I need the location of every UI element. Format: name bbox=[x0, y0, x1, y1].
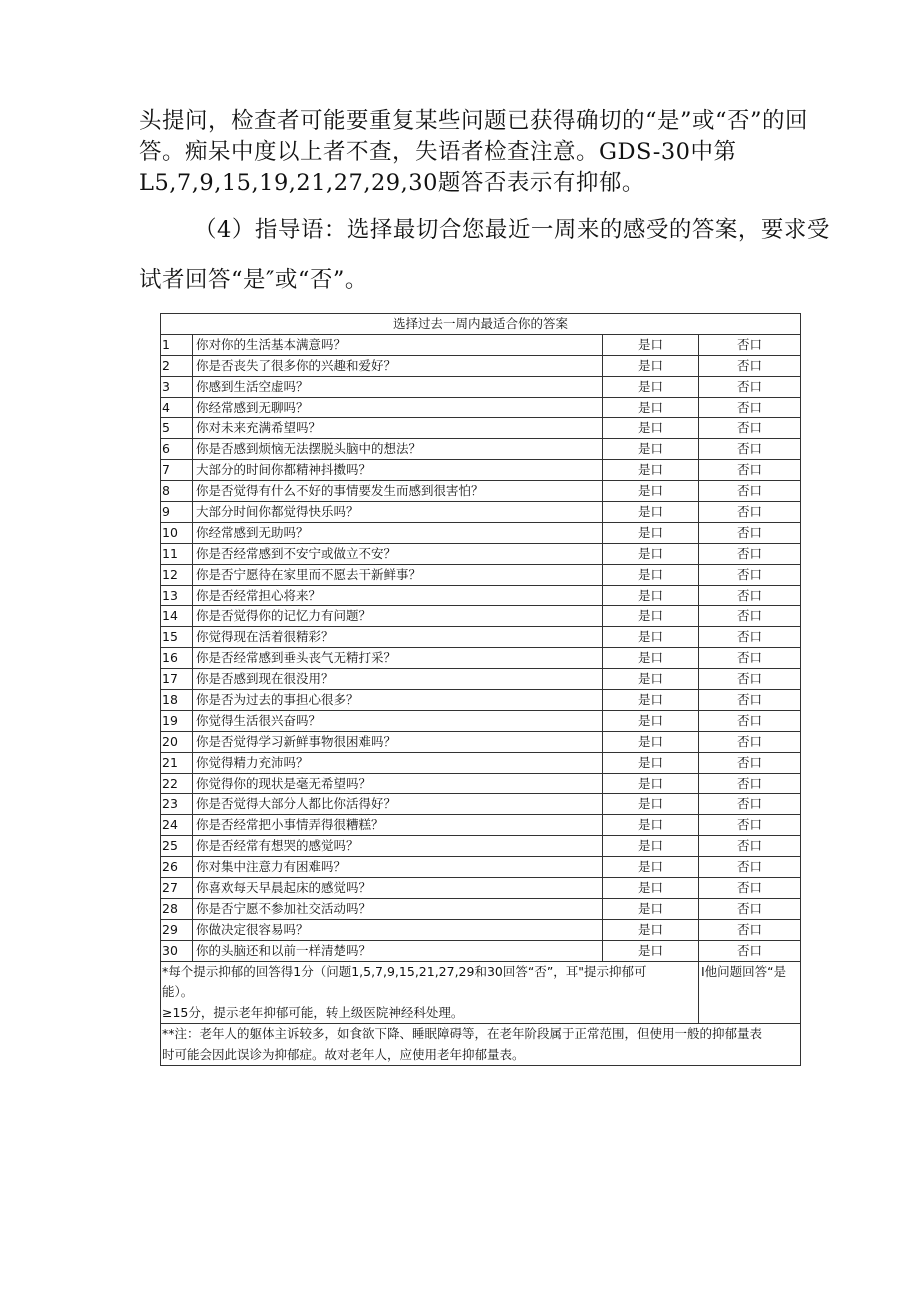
table-title-row bbox=[161, 314, 801, 335]
scoring-threshold-note: ≥15分，提示老年抑郁可能，转上级医院神经科处理。 bbox=[162, 1004, 464, 1020]
question-number: 17 bbox=[161, 669, 193, 690]
table-row bbox=[161, 627, 801, 648]
no-checkbox[interactable]: 否口 bbox=[699, 460, 801, 481]
question-text: 你经常感到无助吗？ bbox=[193, 522, 603, 543]
yes-checkbox[interactable]: 是口 bbox=[603, 397, 699, 418]
table-row bbox=[161, 648, 801, 669]
yes-checkbox[interactable]: 是口 bbox=[603, 794, 699, 815]
question-text: 你感到生活空虚吗？ bbox=[193, 376, 603, 397]
table-row bbox=[161, 836, 801, 857]
no-checkbox[interactable]: 否口 bbox=[699, 355, 801, 376]
table-row bbox=[161, 773, 801, 794]
question-text: 你是否觉得有什么不好的事情要发生而感到很害怕？ bbox=[193, 481, 603, 502]
question-number: 5 bbox=[161, 418, 193, 439]
question-text: 你是否经常有想哭的感觉吗？ bbox=[193, 836, 603, 857]
question-number: 4 bbox=[161, 397, 193, 418]
no-checkbox[interactable]: 否口 bbox=[699, 481, 801, 502]
question-number: 23 bbox=[161, 794, 193, 815]
yes-checkbox[interactable]: 是口 bbox=[603, 836, 699, 857]
table-row bbox=[161, 752, 801, 773]
question-text: 你是否觉得大部分人都比你活得好？ bbox=[193, 794, 603, 815]
yes-checkbox[interactable]: 是口 bbox=[603, 418, 699, 439]
table-row bbox=[161, 857, 801, 878]
scoring-note-line: 能）。 bbox=[162, 984, 194, 1000]
footnote bbox=[161, 1024, 801, 1066]
no-checkbox[interactable]: 否口 bbox=[699, 564, 801, 585]
no-checkbox[interactable]: 否口 bbox=[699, 648, 801, 669]
yes-checkbox[interactable]: 是口 bbox=[603, 898, 699, 919]
no-checkbox[interactable]: 否口 bbox=[699, 334, 801, 355]
question-number: 15 bbox=[161, 627, 193, 648]
question-text: 你对你的生活基本满意吗？ bbox=[193, 334, 603, 355]
table-row bbox=[161, 898, 801, 919]
table-row bbox=[161, 334, 801, 355]
question-number: 25 bbox=[161, 836, 193, 857]
question-number: 19 bbox=[161, 710, 193, 731]
instruction-continuation: 试者回答“是″或“否”。 bbox=[139, 267, 368, 293]
no-checkbox[interactable]: 否口 bbox=[699, 606, 801, 627]
question-number: 8 bbox=[161, 481, 193, 502]
table-row bbox=[161, 878, 801, 899]
scoring-note-row bbox=[161, 961, 801, 1024]
question-number: 3 bbox=[161, 376, 193, 397]
no-checkbox[interactable]: 否口 bbox=[699, 439, 801, 460]
question-text: 你做决定很容易吗？ bbox=[193, 919, 603, 940]
yes-checkbox[interactable]: 是口 bbox=[603, 627, 699, 648]
no-checkbox[interactable]: 否口 bbox=[699, 543, 801, 564]
yes-checkbox[interactable]: 是口 bbox=[603, 731, 699, 752]
table-row bbox=[161, 397, 801, 418]
scoring-note bbox=[161, 961, 699, 1024]
question-text: 你是否为过去的事担心很多？ bbox=[193, 690, 603, 711]
question-text: 你觉得精力充沛吗？ bbox=[193, 752, 603, 773]
no-checkbox[interactable]: 否口 bbox=[699, 940, 801, 961]
table-row bbox=[161, 481, 801, 502]
question-text: 你是否觉得学习新鲜事物很困难吗？ bbox=[193, 731, 603, 752]
yes-checkbox[interactable]: 是口 bbox=[603, 376, 699, 397]
no-checkbox[interactable]: 否口 bbox=[699, 752, 801, 773]
table-row bbox=[161, 815, 801, 836]
question-number: 7 bbox=[161, 460, 193, 481]
question-text: 你的头脑还和以前一样清楚吗？ bbox=[193, 940, 603, 961]
question-number: 2 bbox=[161, 355, 193, 376]
question-text: 你是否觉得你的记忆力有问题？ bbox=[193, 606, 603, 627]
question-text: 你是否经常把小事情弄得很糟糕？ bbox=[193, 815, 603, 836]
question-text: 大部分时间你都觉得快乐吗？ bbox=[193, 502, 603, 523]
question-text: 你是否感到现在很没用？ bbox=[193, 669, 603, 690]
body-paragraph-line: 头提问，检查者可能要重复某些问题已获得确切的“是”或“否”的回 bbox=[139, 108, 809, 134]
yes-checkbox[interactable]: 是口 bbox=[603, 502, 699, 523]
yes-checkbox[interactable]: 是口 bbox=[603, 940, 699, 961]
no-checkbox[interactable]: 否口 bbox=[699, 376, 801, 397]
question-text: 你经常感到无聊吗？ bbox=[193, 397, 603, 418]
table-row bbox=[161, 940, 801, 961]
gds-questionnaire-table bbox=[160, 313, 801, 1066]
yes-checkbox[interactable]: 是口 bbox=[603, 690, 699, 711]
body-paragraph-line: L5,7,9,15,19,21,27,29,30题答否表示有抑郁。 bbox=[139, 170, 645, 196]
footnote-line: 时可能会因此误诊为抑郁症。故对老年人，应使用老年抑郁量表。 bbox=[162, 1046, 525, 1062]
no-checkbox[interactable]: 否口 bbox=[699, 815, 801, 836]
question-number: 20 bbox=[161, 731, 193, 752]
no-checkbox[interactable]: 否口 bbox=[699, 397, 801, 418]
no-checkbox[interactable]: 否口 bbox=[699, 731, 801, 752]
table-row bbox=[161, 439, 801, 460]
question-number: 24 bbox=[161, 815, 193, 836]
question-number: 6 bbox=[161, 439, 193, 460]
body-paragraph-line: 答。痴呆中度以上者不查，失语者检查注意。GDS-30中第 bbox=[139, 139, 737, 165]
question-text: 你对集中注意力有困难吗？ bbox=[193, 857, 603, 878]
instruction-heading: （4）指导语：选择最切合您最近一周来的感受的答案，要求受 bbox=[194, 217, 830, 243]
no-checkbox[interactable]: 否口 bbox=[699, 585, 801, 606]
table-row bbox=[161, 502, 801, 523]
question-number: 29 bbox=[161, 919, 193, 940]
question-number: 11 bbox=[161, 543, 193, 564]
question-number: 30 bbox=[161, 940, 193, 961]
question-number: 10 bbox=[161, 522, 193, 543]
no-checkbox[interactable]: 否口 bbox=[699, 418, 801, 439]
yes-checkbox[interactable]: 是口 bbox=[603, 439, 699, 460]
question-text: 你觉得现在活着很精彩？ bbox=[193, 627, 603, 648]
no-checkbox[interactable]: 否口 bbox=[699, 857, 801, 878]
no-checkbox[interactable]: 否口 bbox=[699, 690, 801, 711]
no-checkbox[interactable]: 否口 bbox=[699, 898, 801, 919]
question-number: 14 bbox=[161, 606, 193, 627]
yes-checkbox[interactable]: 是口 bbox=[603, 481, 699, 502]
question-number: 21 bbox=[161, 752, 193, 773]
table-row bbox=[161, 460, 801, 481]
yes-checkbox[interactable]: 是口 bbox=[603, 564, 699, 585]
table-row bbox=[161, 564, 801, 585]
yes-checkbox[interactable]: 是口 bbox=[603, 522, 699, 543]
question-number: 9 bbox=[161, 502, 193, 523]
question-text: 大部分的时间你都精神抖擞吗？ bbox=[193, 460, 603, 481]
footnote-line: **注：老年人的躯体主诉较多，如食欲下降、睡眠障碍等，在老年阶段属于正常范围，但使用一般的抑郁量表 bbox=[162, 1026, 763, 1042]
footnote-row bbox=[161, 1024, 801, 1066]
yes-checkbox[interactable]: 是口 bbox=[603, 543, 699, 564]
yes-checkbox[interactable]: 是口 bbox=[603, 648, 699, 669]
table-row bbox=[161, 690, 801, 711]
yes-checkbox[interactable]: 是口 bbox=[603, 355, 699, 376]
table-row bbox=[161, 543, 801, 564]
no-checkbox[interactable]: 否口 bbox=[699, 773, 801, 794]
table-row bbox=[161, 355, 801, 376]
question-number: 16 bbox=[161, 648, 193, 669]
yes-checkbox[interactable]: 是口 bbox=[603, 919, 699, 940]
yes-checkbox[interactable]: 是口 bbox=[603, 606, 699, 627]
question-text: 你是否经常感到不安宁或做立不安？ bbox=[193, 543, 603, 564]
yes-checkbox[interactable]: 是口 bbox=[603, 815, 699, 836]
no-checkbox[interactable]: 否口 bbox=[699, 627, 801, 648]
question-text: 你觉得你的现状是毫无希望吗？ bbox=[193, 773, 603, 794]
yes-checkbox[interactable]: 是口 bbox=[603, 710, 699, 731]
scoring-note-line: *每个提示抑郁的回答得1分（问题1,5,7,9,15,21,27,29和30回答“否”，耳"提示抑郁可 bbox=[162, 963, 647, 979]
table-row bbox=[161, 669, 801, 690]
table-row bbox=[161, 710, 801, 731]
no-checkbox[interactable]: 否口 bbox=[699, 919, 801, 940]
yes-checkbox[interactable]: 是口 bbox=[603, 460, 699, 481]
question-number: 18 bbox=[161, 690, 193, 711]
yes-checkbox[interactable]: 是口 bbox=[603, 857, 699, 878]
question-text: 你是否宁愿不参加社交活动吗？ bbox=[193, 898, 603, 919]
question-text: 你是否丧失了很多你的兴趣和爱好？ bbox=[193, 355, 603, 376]
question-number: 13 bbox=[161, 585, 193, 606]
question-text: 你是否感到烦恼无法摆脱头脑中的想法？ bbox=[193, 439, 603, 460]
yes-checkbox[interactable]: 是口 bbox=[603, 878, 699, 899]
table-row bbox=[161, 418, 801, 439]
yes-checkbox[interactable]: 是口 bbox=[603, 773, 699, 794]
question-text: 你是否经常担心将来？ bbox=[193, 585, 603, 606]
question-text: 你是否经常感到垂头丧气无精打采？ bbox=[193, 648, 603, 669]
yes-checkbox[interactable]: 是口 bbox=[603, 334, 699, 355]
table-row bbox=[161, 376, 801, 397]
scoring-note-side: I他问题回答“是 bbox=[699, 961, 801, 1024]
no-checkbox[interactable]: 否口 bbox=[699, 502, 801, 523]
yes-checkbox[interactable]: 是口 bbox=[603, 752, 699, 773]
question-text: 你觉得生活很兴奋吗？ bbox=[193, 710, 603, 731]
table-row bbox=[161, 794, 801, 815]
no-checkbox[interactable]: 否口 bbox=[699, 522, 801, 543]
table-row bbox=[161, 585, 801, 606]
table-row bbox=[161, 522, 801, 543]
table-row bbox=[161, 731, 801, 752]
no-checkbox[interactable]: 否口 bbox=[699, 794, 801, 815]
table-title: 选择过去一周内最适合你的答案 bbox=[161, 314, 801, 335]
question-number: 22 bbox=[161, 773, 193, 794]
table-row bbox=[161, 919, 801, 940]
question-text: 你喜欢每天早晨起床的感觉吗？ bbox=[193, 878, 603, 899]
question-text: 你对未来充满希望吗？ bbox=[193, 418, 603, 439]
question-text: 你是否宁愿待在家里而不愿去干新鲜事？ bbox=[193, 564, 603, 585]
question-number: 27 bbox=[161, 878, 193, 899]
no-checkbox[interactable]: 否口 bbox=[699, 836, 801, 857]
question-number: 1 bbox=[161, 334, 193, 355]
yes-checkbox[interactable]: 是口 bbox=[603, 585, 699, 606]
table-row bbox=[161, 606, 801, 627]
question-number: 26 bbox=[161, 857, 193, 878]
question-number: 12 bbox=[161, 564, 193, 585]
yes-checkbox[interactable]: 是口 bbox=[603, 669, 699, 690]
question-number: 28 bbox=[161, 898, 193, 919]
no-checkbox[interactable]: 否口 bbox=[699, 710, 801, 731]
no-checkbox[interactable]: 否口 bbox=[699, 878, 801, 899]
no-checkbox[interactable]: 否口 bbox=[699, 669, 801, 690]
